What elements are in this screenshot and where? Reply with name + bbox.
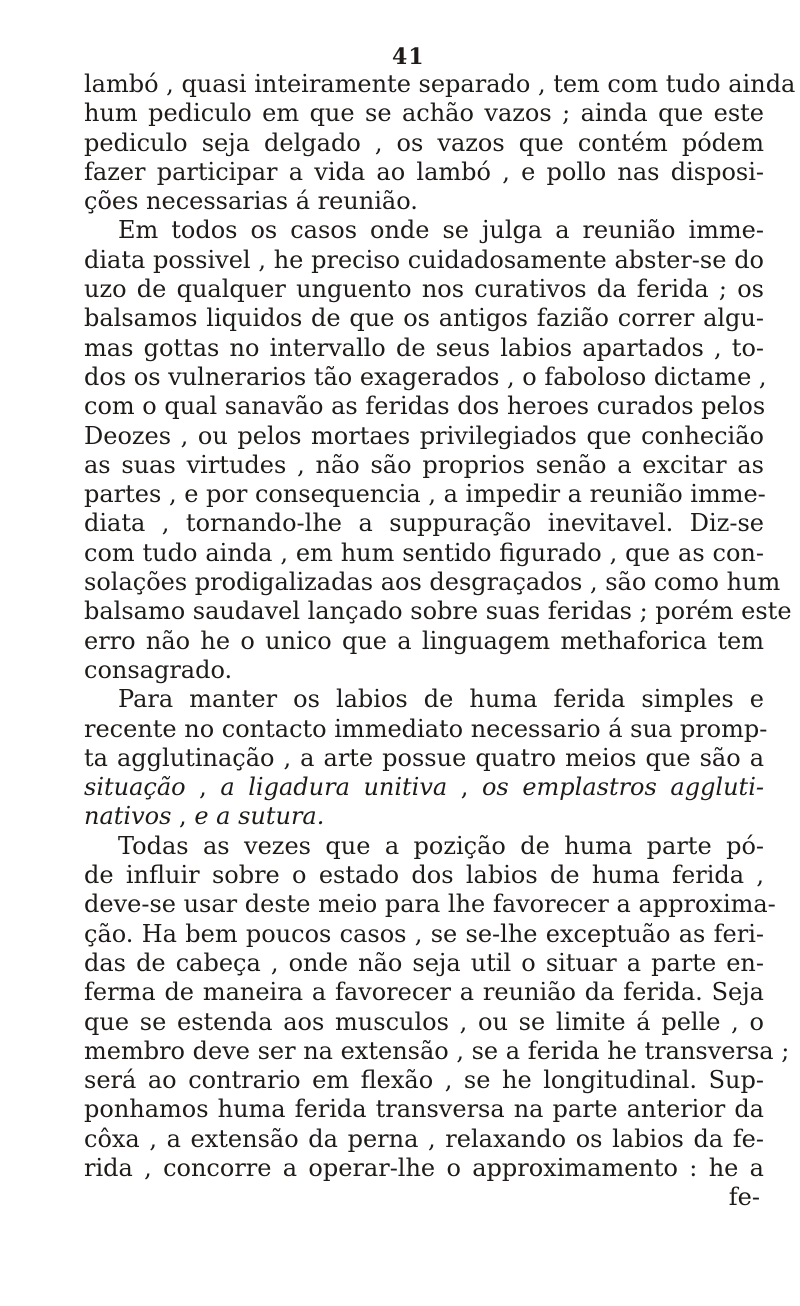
text-line: Em todos os casos onde se julga a reunião imme-	[118, 216, 764, 245]
text-line: será ao contrario em flexão , se he longitudinal. Sup-	[84, 1066, 764, 1095]
text-line: ponhamos huma ferida transversa na parte anterior da	[84, 1095, 764, 1124]
text-line-italic: situação , a ligadura unitiva , os emplastros aggluti-	[84, 773, 764, 802]
text-line: solações prodigalizadas aos desgraçados , são como hum	[84, 568, 781, 597]
italic-term: e a sutura.	[194, 802, 325, 831]
text-line: com tudo ainda , em hum sentido figurado , que as con-	[84, 538, 764, 567]
text-line: diata , tornando-lhe a suppuração inevitavel. Diz-se	[84, 509, 764, 538]
text-line: que se estenda aos musculos , ou se limite á pelle , o	[84, 1007, 764, 1036]
text-line: rida , concorre a operar-lhe o approximamento : he a	[84, 1153, 764, 1182]
text-line: erro não he o unico que a linguagem methaforica tem	[84, 626, 764, 655]
text-line: lambó , quasi inteiramente separado , tem com tudo ainda	[84, 70, 796, 98]
italic-term: a ligadura unitiva	[220, 773, 448, 802]
text-line: pediculo seja delgado , os vazos que contém pódem	[84, 128, 764, 157]
text-line: hum pediculo em que se achão vazos ; ainda que este	[84, 99, 764, 128]
text-line: dos os vulnerarios tão exagerados , o faboloso dictame ,	[84, 362, 767, 391]
text-line: balsamo saudavel lançado sobre suas feridas ; porém este	[84, 597, 792, 626]
text-line: Deozes , ou pelos mortaes privilegiados que conhecião	[84, 421, 764, 450]
text-line: diata possivel , he preciso cuidadosamente abster-se do	[84, 245, 764, 274]
catchword: fe-	[728, 1183, 760, 1212]
text-line: uzo de qualquer unguento nos curativos da ferida ; os	[84, 275, 764, 304]
text-line: Todas as vezes que a pozição de huma parte pó-	[118, 831, 764, 860]
text-line: ções necessarias á reunião.	[84, 187, 418, 216]
text-line: balsamos liquidos de que os antigos fazião correr algu-	[84, 304, 764, 333]
text-line: recente no contacto immediato necessario á sua promp-	[84, 714, 768, 743]
text-line-italic: nativos , e a sutura.	[84, 802, 325, 831]
text-line: deve-se usar deste meio para lhe favorecer a approxima-	[84, 890, 776, 919]
italic-term: situação	[84, 773, 186, 802]
italic-term: nativos	[84, 802, 172, 831]
text-line: consagrado.	[84, 655, 233, 684]
text-line: partes , e por consequencia , a impedir a reunião imme-	[84, 480, 766, 509]
text-line: ção. Ha bem poucos casos , se se-lhe exceptuão as feri-	[84, 919, 764, 948]
text-line: ferma de maneira a favorecer a reunião da ferida. Seja	[84, 978, 764, 1007]
text-line: Para manter os labios de huma ferida simples e	[118, 685, 764, 714]
body-text	[84, 70, 796, 1213]
text-line: fazer participar a vida ao lambó , e pollo nas disposi-	[84, 157, 764, 186]
italic-term: os emplastros aggluti-	[481, 773, 764, 802]
page-number: 41	[392, 44, 425, 70]
text-line: ta agglutinação , a arte possue quatro meios que são a	[84, 743, 764, 772]
text-line: de influir sobre o estado dos labios de huma ferida ,	[84, 861, 764, 890]
text-line: mas gottas no intervallo de seus labios apartados , to-	[84, 333, 764, 362]
text-line: das de cabeça , onde não seja util o situar a parte en-	[84, 948, 764, 977]
text-line: membro deve ser na extensão , se a ferida he transversa ;	[84, 1036, 790, 1065]
text-line: com o qual sanavão as feridas dos heroes curados pelos	[84, 392, 766, 421]
text-line: as suas virtudes , não são proprios senão a excitar as	[84, 450, 764, 479]
text-line: côxa , a extensão da perna , relaxando os labios da fe-	[84, 1124, 764, 1153]
